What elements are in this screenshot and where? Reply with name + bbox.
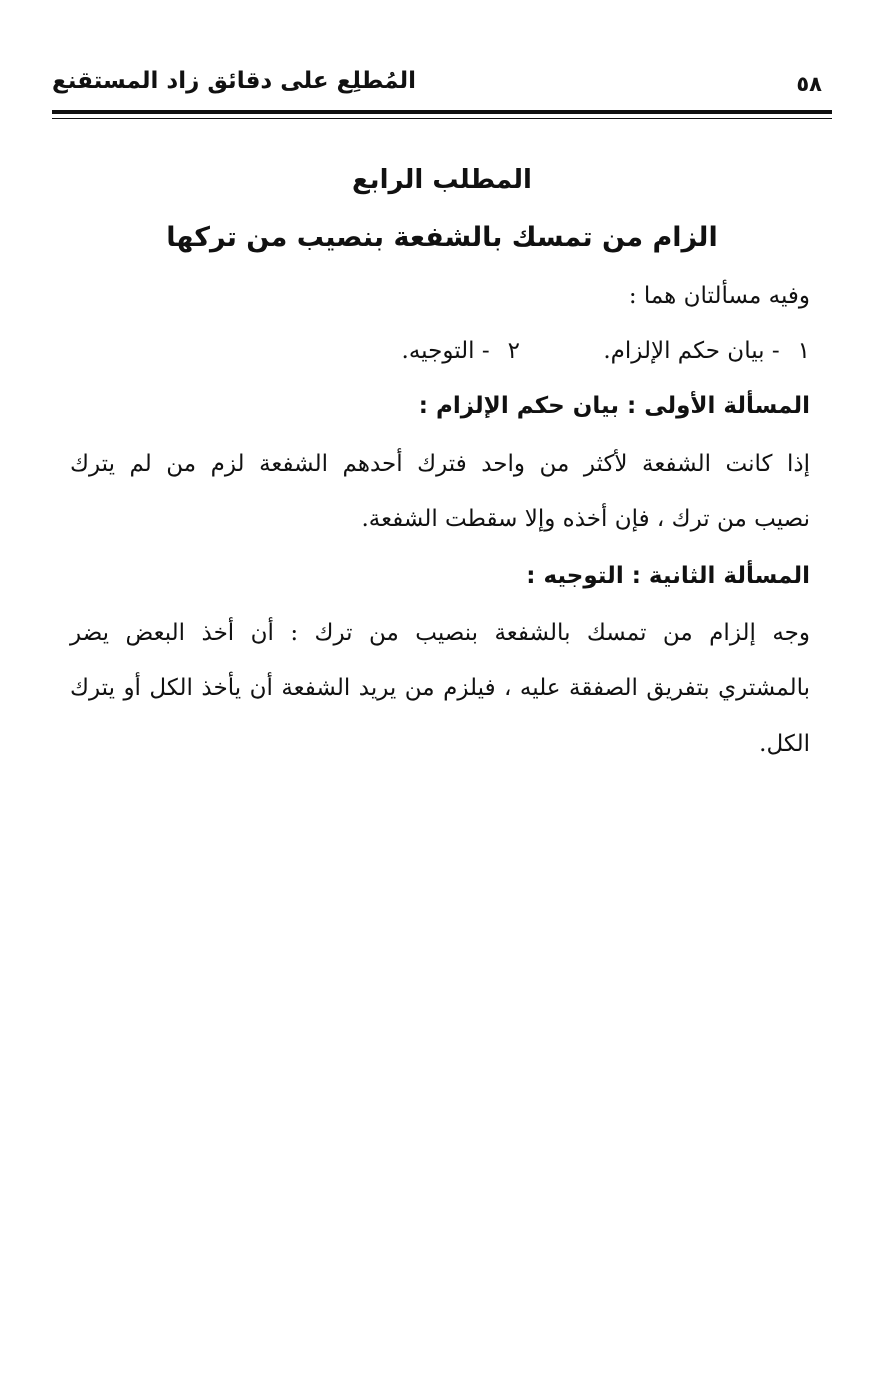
list-item-number: ٢ <box>507 338 520 364</box>
running-header-title: المُطلِع على دقائق زاد المستقنع <box>52 68 417 94</box>
issue-2-line: الكل. <box>759 731 810 757</box>
header-rule-thin <box>52 118 832 119</box>
issue-2-line: وجه إلزام من تمسك بالشفعة بنصيب من ترك : أن أخذ البعض يضر <box>70 620 810 646</box>
page-number: ٥٨ <box>796 72 822 96</box>
list-item <box>402 338 520 364</box>
intro-text: وفيه مسألتان هما : <box>628 283 810 309</box>
issue-1-line: نصيب من ترك ، فإن أخذه وإلا سقطت الشفعة. <box>361 506 810 532</box>
issues-list <box>290 338 810 374</box>
section-title: الزام من تمسك بالشفعة بنصيب من تركها <box>166 222 718 253</box>
header-rule-thick <box>52 110 832 114</box>
issue-2-heading: المسألة الثانية : التوجيه : <box>526 563 810 589</box>
issue-1-heading: المسألة الأولى : بيان حكم الإلزام : <box>418 393 810 419</box>
list-item-text: - التوجيه. <box>401 338 490 364</box>
section-label: المطلب الرابع <box>352 165 532 195</box>
issue-2-line: بالمشتري بتفريق الصفقة عليه ، فيلزم من يريد الشفعة أن يأخذ الكل أو يترك <box>70 675 810 701</box>
running-header <box>52 66 832 106</box>
list-item-number: ١ <box>797 338 810 364</box>
list-item-text: - بيان حكم الإلزام. <box>603 338 780 364</box>
list-item <box>603 338 810 364</box>
issue-1-line: إذا كانت الشفعة لأكثر من واحد فترك أحدهم الشفعة لزم من لم يترك <box>70 451 810 477</box>
